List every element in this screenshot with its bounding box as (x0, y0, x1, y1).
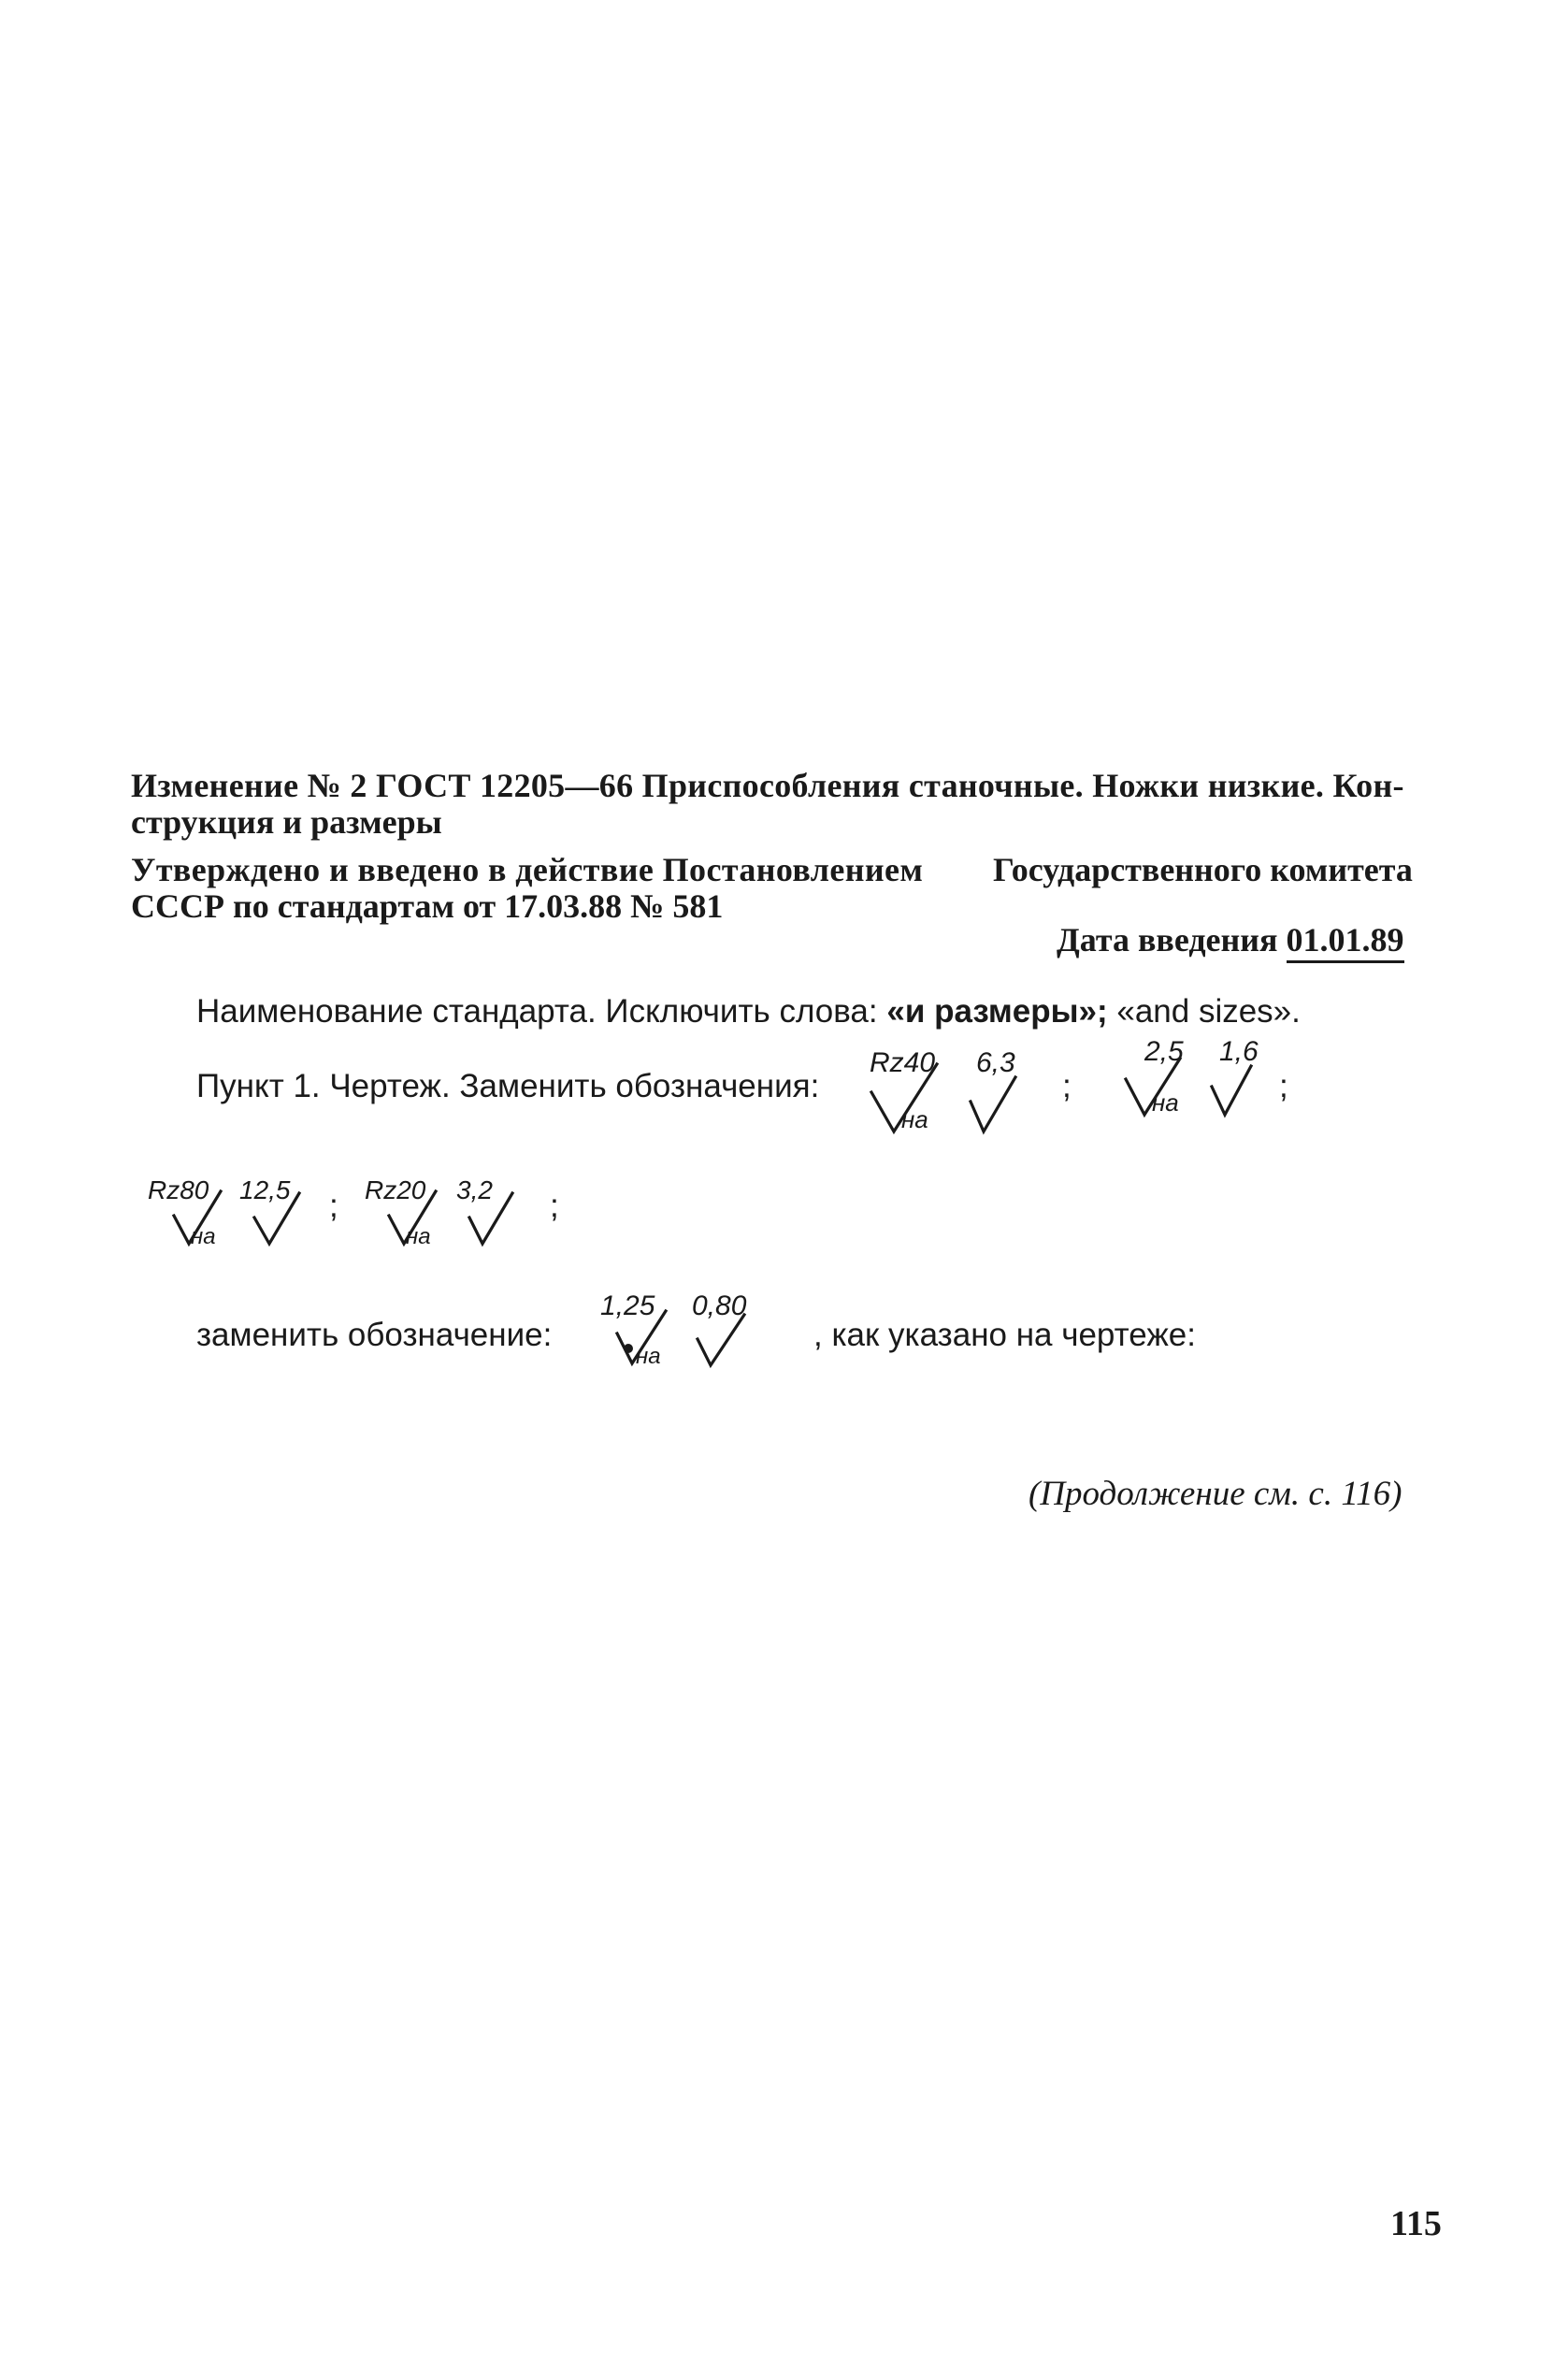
symbol-1-new-value: 6,3 (976, 1047, 1015, 1078)
symbol-4-old-value: Rz20 (365, 1175, 426, 1204)
effective-date-value: 01.01.89 (1287, 921, 1404, 963)
separator-1: ; (1062, 1068, 1072, 1104)
symbol-4-new-value: 3,2 (456, 1175, 493, 1204)
roughness-symbol-2 (1118, 1029, 1287, 1132)
symbol-5-old-value: 1,25 (600, 1290, 655, 1321)
effective-date (1057, 921, 1404, 959)
roughness-symbol-4 (357, 1169, 535, 1272)
quote-ru: «и размеры»; (886, 993, 1108, 1030)
paragraph-title-change-text: Наименование стандарта. Исключить слова: (196, 993, 878, 1030)
quote-en: «and sizes». (1116, 993, 1301, 1030)
separator-4: ; (550, 1188, 559, 1224)
symbol-2-new-value: 1,6 (1219, 1036, 1259, 1067)
symbol-5-dot (624, 1344, 633, 1353)
paragraph-replace-designation: заменить обозначение: (196, 1317, 553, 1353)
symbol-3-old-value: Rz80 (148, 1175, 209, 1204)
symbol-3-word: на (191, 1224, 216, 1249)
approval-line1-right: Государственного комитета (993, 851, 1413, 888)
symbol-3-new-value: 12,5 (239, 1175, 291, 1204)
symbol-2-old-value: 2,5 (1144, 1036, 1184, 1067)
paragraph-replace-after: , как указано на чертеже: (813, 1317, 1196, 1353)
roughness-symbol-3 (146, 1169, 324, 1272)
continuation-note: (Продолжение см. с. 116) (1029, 1475, 1403, 1513)
page-number: 115 (1390, 2204, 1442, 2243)
symbol-4-word: на (406, 1224, 431, 1249)
header-title-line2: струкция и размеры (131, 803, 442, 841)
effective-date-label: Дата введения (1057, 921, 1278, 959)
symbol-5-new-value: 0,80 (692, 1290, 747, 1321)
roughness-symbol-5 (595, 1281, 791, 1384)
paragraph-title-change (196, 993, 1301, 1031)
separator-3: ; (329, 1188, 338, 1224)
roughness-symbol-1 (866, 1040, 1090, 1143)
symbol-5-word: на (636, 1344, 661, 1369)
header-title-line1: Изменение № 2 ГОСТ 12205—66 Приспособления станочные. Ножки низкие. Кон- (131, 767, 1404, 804)
paragraph-drawing-change: Пункт 1. Чертеж. Заменить обозначения: (196, 1068, 820, 1104)
approval-line1-left: Утверждено и введено в действие Постановлением (131, 851, 924, 888)
symbol-1-old-value: Rz40 (870, 1047, 936, 1078)
separator-2: ; (1279, 1068, 1288, 1104)
symbol-1-word: на (901, 1105, 928, 1133)
symbol-2-word: на (1152, 1088, 1179, 1117)
approval-line2: СССР по стандартам от 17.03.88 № 581 (131, 887, 724, 925)
